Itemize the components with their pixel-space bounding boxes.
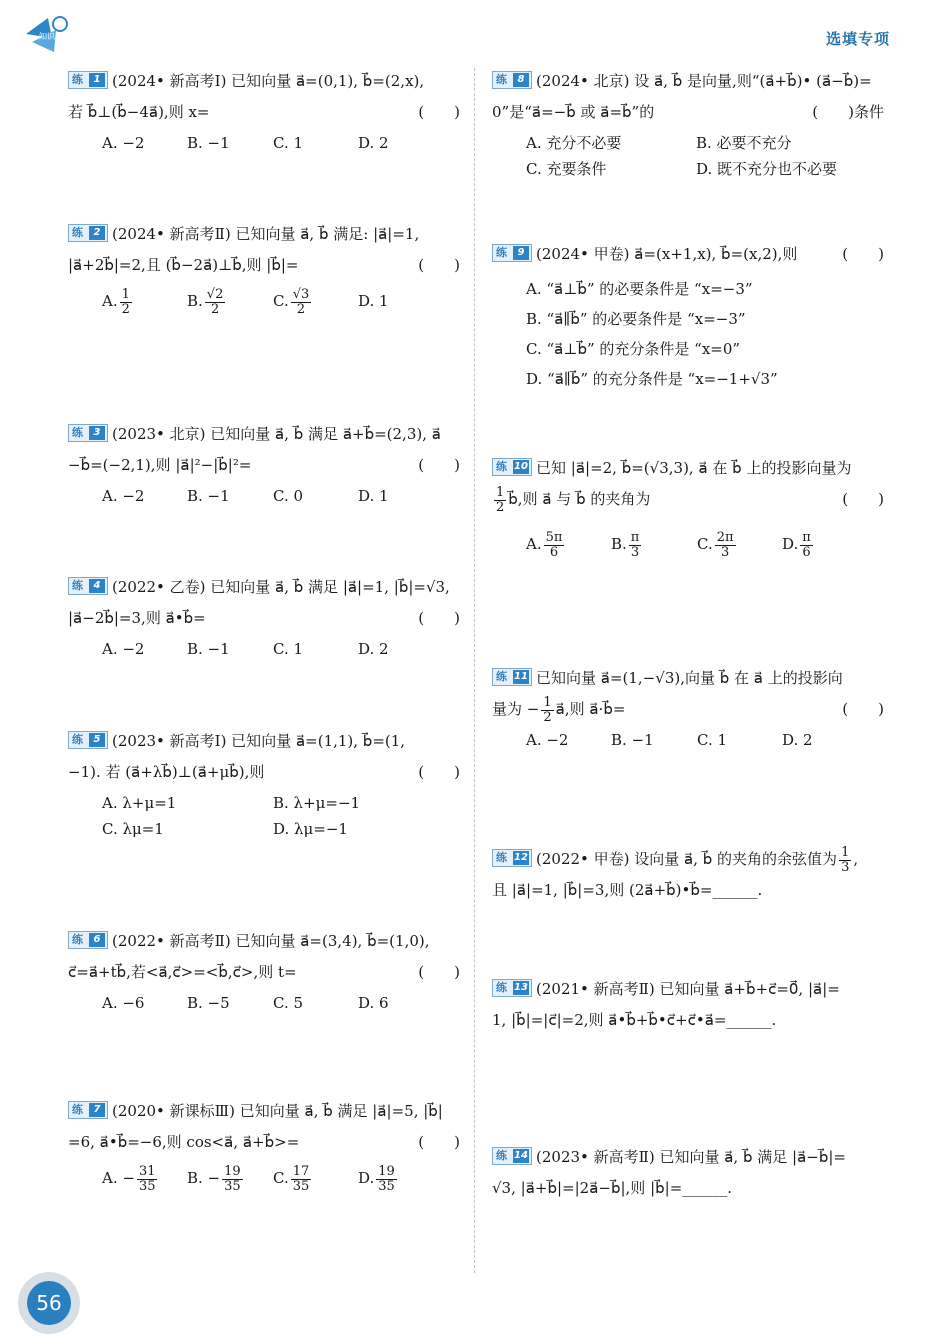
option-c[interactable]: C. 1 bbox=[273, 134, 304, 152]
problem-text: b⃗,则 a⃗ 与 b⃗ 的夹角为 bbox=[508, 490, 651, 508]
option-a[interactable]: A. −2 bbox=[102, 134, 145, 152]
problem-text: a⃗,则 a⃗·b⃗= bbox=[555, 700, 626, 718]
option-c[interactable]: C. 5 bbox=[273, 994, 304, 1012]
problem-text: (2022• 新高考Ⅱ) 已知向量 a⃗=(3,4), b⃗=(1,0), bbox=[112, 932, 430, 950]
problem-text: (2020• 新课标Ⅲ) 已知向量 a⃗, b⃗ 满足 |a⃗|=5, |b⃗| bbox=[112, 1102, 443, 1120]
option-c[interactable]: C. $\frac{√3}{2}$ bbox=[273, 286, 310, 317]
problem-8 bbox=[492, 66, 884, 180]
problem-badge: 练 10 bbox=[492, 458, 532, 476]
problem-text: 1, |b⃗|=|c⃗|=2,则 a⃗•b⃗+b⃗•c⃗+c⃗•a⃗=______. bbox=[492, 1011, 777, 1029]
answer-paren: ( )条件 bbox=[812, 103, 884, 121]
option-b[interactable]: B. $\frac{√2}{2}$ bbox=[187, 286, 224, 317]
problem-badge: 练 3 bbox=[68, 424, 108, 442]
option-c[interactable]: C. $\frac{2\pi}{3}$ bbox=[697, 529, 734, 560]
option-b[interactable]: B. λ+μ=−1 bbox=[273, 794, 361, 812]
option-c[interactable]: C. 0 bbox=[273, 487, 304, 505]
option-d[interactable]: D. 既不充分也不必要 bbox=[696, 160, 838, 178]
answer-paren: ( ) bbox=[418, 256, 460, 274]
option-c[interactable]: C. 1 bbox=[273, 640, 304, 658]
problem-text: −1). 若 (a⃗+λb⃗)⊥(a⃗+μb⃗),则 bbox=[68, 763, 265, 781]
option-a[interactable]: A. −2 bbox=[526, 731, 569, 749]
problem-badge: 练 2 bbox=[68, 224, 108, 242]
problem-text: (2024• 新高考Ⅰ) 已知向量 a⃗=(0,1), b⃗=(2,x), bbox=[112, 72, 425, 90]
page-number: 56 bbox=[27, 1281, 71, 1325]
option-a[interactable]: A. 充分不必要 bbox=[526, 134, 622, 152]
option-d[interactable]: D. 6 bbox=[358, 994, 389, 1012]
option-b[interactable]: B. − $\frac{19}{35}$ bbox=[187, 1163, 241, 1194]
problem-text: |a⃗+2b⃗|=2,且 (b⃗−2a⃗)⊥b⃗,则 |b⃗|= bbox=[68, 256, 299, 274]
problem-badge: 练 11 bbox=[492, 668, 532, 686]
problem-text: (2023• 新高考Ⅱ) 已知向量 a⃗, b⃗ 满足 |a⃗−b⃗|= bbox=[536, 1148, 846, 1166]
problem-text: (2024• 甲卷) a⃗=(x+1,x), b⃗=(x,2),则 bbox=[536, 245, 798, 263]
problem-badge: 练 6 bbox=[68, 931, 108, 949]
problem-text: |a⃗−2b⃗|=3,则 a⃗•b⃗= bbox=[68, 609, 206, 627]
answer-paren: ( ) bbox=[842, 700, 884, 718]
problem-4 bbox=[68, 572, 460, 664]
answer-paren: ( ) bbox=[418, 963, 460, 981]
problem-text: 已知 |a⃗|=2, b⃗=(√3,3), a⃗ 在 b⃗ 上的投影向量为 bbox=[536, 459, 852, 477]
problem-text: 若 b⃗⊥(b⃗−4a⃗),则 x= bbox=[68, 103, 210, 121]
problem-text: 已知向量 a⃗=(1,−√3),向量 b⃗ 在 a⃗ 上的投影向 bbox=[536, 669, 843, 687]
problem-badge: 练 13 bbox=[492, 979, 532, 997]
option-c[interactable]: C. λμ=1 bbox=[102, 820, 164, 838]
option-a[interactable]: A. $\frac{1}{2}$ bbox=[102, 286, 130, 317]
logo-icon bbox=[22, 12, 72, 58]
problem-12: 练 12 (2022• 甲卷) 设向量 a⃗, b⃗ 的夹角的余弦值为 $\frac{1}{3}$ , 且 |a⃗|=1, |b⃗|=3,则 (2a⃗+b⃗)•b⃗=______. bbox=[492, 844, 859, 899]
problem-text: 量为 − bbox=[492, 700, 540, 718]
option-d[interactable]: D. 2 bbox=[782, 731, 813, 749]
option-c[interactable]: C. 充要条件 bbox=[526, 160, 607, 178]
logo-text: 知识拓展 bbox=[39, 32, 71, 41]
option-a[interactable]: A. − $\frac{31}{35}$ bbox=[102, 1163, 156, 1194]
option-d[interactable]: D. 2 bbox=[358, 134, 389, 152]
problem-text: (2024• 新高考Ⅱ) 已知向量 a⃗, b⃗ 满足: |a⃗|=1, bbox=[112, 225, 420, 243]
problem-13 bbox=[492, 974, 884, 1036]
fraction: $\frac{1}{2}$ bbox=[543, 694, 552, 725]
problem-2 bbox=[68, 219, 460, 321]
option-b[interactable]: B. “a⃗∥b⃗” 的必要条件是 “x=−3” bbox=[526, 310, 746, 328]
problem-badge: 练 14 bbox=[492, 1147, 532, 1165]
problem-text: 0”是“a⃗=−b⃗ 或 a⃗=b⃗”的 bbox=[492, 103, 655, 121]
problem-9 bbox=[492, 239, 884, 394]
problem-text: 且 |a⃗|=1, |b⃗|=3,则 (2a⃗+b⃗)•b⃗=______. bbox=[492, 881, 763, 899]
answer-paren: ( ) bbox=[418, 763, 460, 781]
option-c[interactable]: C. “a⃗⊥b⃗” 的充分条件是 “x=0” bbox=[526, 340, 741, 358]
problem-7 bbox=[68, 1096, 460, 1198]
column-divider bbox=[474, 68, 475, 1273]
option-a[interactable]: A. “a⃗⊥b⃗” 的必要条件是 “x=−3” bbox=[526, 280, 753, 298]
option-d[interactable]: D. $\frac{19}{35}$ bbox=[358, 1163, 395, 1194]
problem-badge: 练 5 bbox=[68, 731, 108, 749]
problem-badge: 练 12 bbox=[492, 849, 532, 867]
option-b[interactable]: B. −1 bbox=[187, 640, 230, 658]
answer-paren: ( ) bbox=[418, 103, 460, 121]
option-d[interactable]: D. 1 bbox=[358, 292, 389, 310]
option-a[interactable]: A. −2 bbox=[102, 487, 145, 505]
problem-text: −b⃗=(−2,1),则 |a⃗|²−|b⃗|²= bbox=[68, 456, 252, 474]
problem-text: (2022• 甲卷) 设向量 a⃗, b⃗ 的夹角的余弦值为 bbox=[536, 850, 838, 868]
option-d[interactable]: D. “a⃗∥b⃗” 的充分条件是 “x=−1+√3” bbox=[526, 370, 778, 388]
problem-3 bbox=[68, 419, 460, 511]
problem-6 bbox=[68, 926, 460, 1018]
fraction: $\frac{1}{2}$ bbox=[496, 484, 505, 515]
option-d[interactable]: D. $\frac{\pi}{6}$ bbox=[782, 529, 811, 560]
problem-14 bbox=[492, 1142, 884, 1204]
fraction: $\frac{1}{3}$ bbox=[841, 844, 850, 875]
problem-badge: 练 8 bbox=[492, 71, 532, 89]
answer-paren: ( ) bbox=[418, 1133, 460, 1151]
problem-badge: 练 4 bbox=[68, 577, 108, 595]
option-c[interactable]: C. 1 bbox=[697, 731, 728, 749]
option-b[interactable]: B. $\frac{\pi}{3}$ bbox=[611, 529, 640, 560]
answer-paren: ( ) bbox=[842, 490, 884, 508]
problem-text: (2024• 北京) 设 a⃗, b⃗ 是向量,则“(a⃗+b⃗)• (a⃗−b⃗)= bbox=[536, 72, 872, 90]
problem-text: (2021• 新高考Ⅱ) 已知向量 a⃗+b⃗+c⃗=0⃗, |a⃗|= bbox=[536, 980, 840, 998]
answer-paren: ( ) bbox=[418, 609, 460, 627]
problem-text: =6, a⃗•b⃗=−6,则 cos<a⃗, a⃗+b⃗>= bbox=[68, 1133, 300, 1151]
problem-text: (2023• 北京) 已知向量 a⃗, b⃗ 满足 a⃗+b⃗=(2,3), a⃗ bbox=[112, 425, 441, 443]
problem-text: √3, |a⃗+b⃗|=|2a⃗−b⃗|,则 |b⃗|=______. bbox=[492, 1179, 733, 1197]
problem-text: (2023• 新高考Ⅰ) 已知向量 a⃗=(1,1), b⃗=(1, bbox=[112, 732, 406, 750]
answer-paren: ( ) bbox=[842, 245, 884, 263]
problem-badge: 练 9 bbox=[492, 244, 532, 262]
problem-10 bbox=[492, 453, 884, 567]
option-a[interactable]: A. −6 bbox=[102, 994, 145, 1012]
answer-paren: ( ) bbox=[418, 456, 460, 474]
section-tag: 选填专项 bbox=[825, 30, 890, 48]
problem-badge: 练 7 bbox=[68, 1101, 108, 1119]
problem-11 bbox=[492, 663, 884, 755]
option-b[interactable]: B. −5 bbox=[187, 994, 230, 1012]
option-a[interactable]: A. λ+μ=1 bbox=[102, 794, 177, 812]
problem-badge: 练 1 bbox=[68, 71, 108, 89]
problem-text: c⃗=a⃗+tb⃗,若<a⃗,c⃗>=<b⃗,c⃗>,则 t= bbox=[68, 963, 297, 981]
problem-5 bbox=[68, 726, 460, 840]
option-b[interactable]: B. 必要不充分 bbox=[696, 134, 792, 152]
option-d[interactable]: D. 1 bbox=[358, 487, 389, 505]
option-d[interactable]: D. λμ=−1 bbox=[273, 820, 348, 838]
option-a[interactable]: A. $\frac{5\pi}{6}$ bbox=[526, 529, 563, 560]
option-b[interactable]: B. −1 bbox=[187, 134, 230, 152]
option-d[interactable]: D. 2 bbox=[358, 640, 389, 658]
option-b[interactable]: B. −1 bbox=[611, 731, 654, 749]
page-number-badge bbox=[18, 1272, 80, 1334]
option-c[interactable]: C. $\frac{17}{35}$ bbox=[273, 1163, 310, 1194]
option-b[interactable]: B. −1 bbox=[187, 487, 230, 505]
problem-1 bbox=[68, 66, 460, 158]
option-a[interactable]: A. −2 bbox=[102, 640, 145, 658]
problem-text: (2022• 乙卷) 已知向量 a⃗, b⃗ 满足 |a⃗|=1, |b⃗|=√3, bbox=[112, 578, 450, 596]
